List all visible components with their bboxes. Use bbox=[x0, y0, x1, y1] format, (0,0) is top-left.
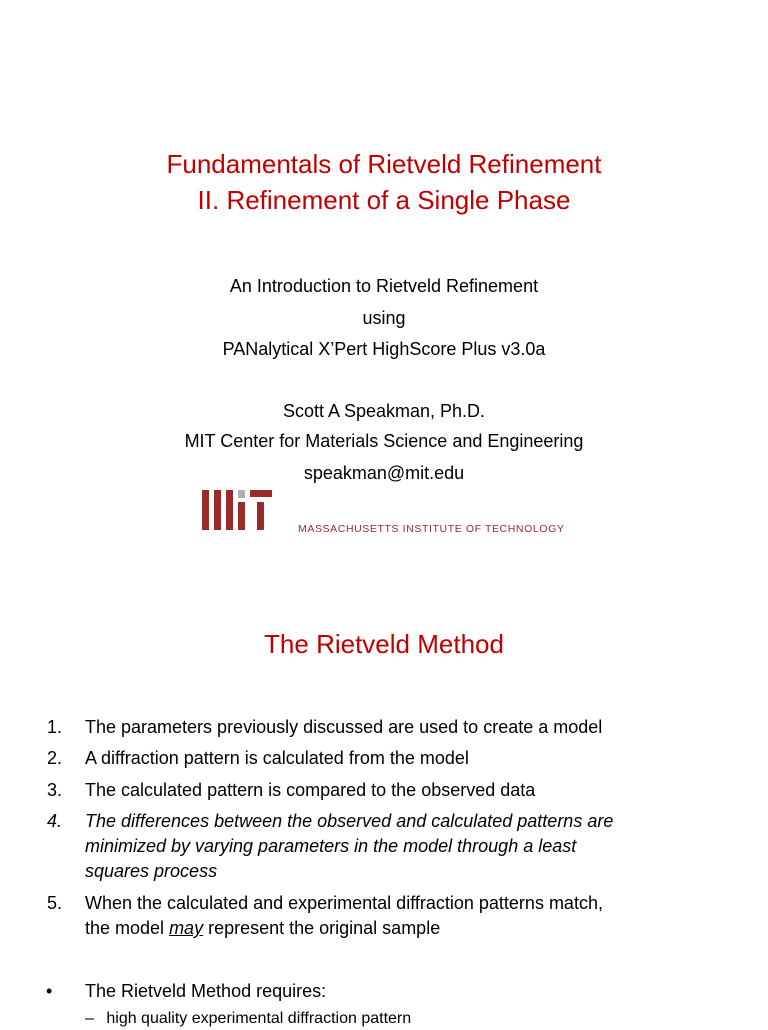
slide-title: The Rietveld Method bbox=[264, 629, 504, 659]
list-number: 3. bbox=[47, 780, 63, 800]
title-line-1: Fundamentals of Rietveld Refinement bbox=[166, 149, 602, 179]
list-text-line bbox=[85, 916, 735, 941]
sub-bullet-text: high quality experimental diffraction pattern bbox=[106, 1010, 412, 1027]
list-text: A diffraction pattern is calculated from the model bbox=[85, 748, 469, 768]
list-text bbox=[85, 809, 735, 884]
emphasis-may: may bbox=[169, 918, 204, 938]
sub-bullet-item bbox=[85, 1008, 411, 1030]
intro-line-2: using bbox=[362, 308, 406, 328]
list-text-part: the model bbox=[85, 918, 170, 938]
list-text-line: minimized by varying parameters in the model through a least bbox=[85, 836, 577, 856]
list-number: 2. bbox=[47, 748, 63, 768]
author-email: speakman@mit.edu bbox=[303, 463, 465, 483]
sub-bullet-marker: – bbox=[85, 1010, 94, 1027]
intro-line-1: An Introduction to Rietveld Refinement bbox=[229, 276, 539, 296]
title-line-2: II. Refinement of a Single Phase bbox=[197, 185, 571, 215]
list-text-line: The differences between the observed and calculated patterns are bbox=[85, 811, 614, 831]
mit-logo bbox=[202, 490, 582, 535]
list-text bbox=[85, 891, 735, 941]
intro-line-3: PANalytical X’Pert HighScore Plus v3.0a bbox=[222, 339, 546, 359]
slide-title bbox=[0, 146, 768, 218]
list-number: 4. bbox=[47, 811, 63, 831]
content-slide bbox=[0, 580, 768, 1027]
list-text: The calculated pattern is compared to the observed data bbox=[85, 780, 536, 800]
mit-logo-mark bbox=[202, 490, 274, 532]
author-affiliation: MIT Center for Materials Science and Engineering bbox=[184, 431, 584, 451]
list-number: 1. bbox=[47, 717, 63, 737]
list-text-line: squares process bbox=[85, 861, 218, 881]
mit-logo-text: MASSACHUSETTS INSTITUTE OF TECHNOLOGY bbox=[298, 523, 565, 535]
bullet-marker: • bbox=[46, 981, 53, 1001]
author-name: Scott A Speakman, Ph.D. bbox=[282, 401, 486, 421]
list-number: 5. bbox=[47, 893, 63, 913]
bullet-text: The Rietveld Method requires: bbox=[85, 981, 327, 1001]
list-text-part: represent the original sample bbox=[203, 918, 441, 938]
list-text: The parameters previously discussed are used to create a model bbox=[85, 717, 603, 737]
list-text-line: When the calculated and experimental diffraction patterns match, bbox=[85, 893, 603, 913]
